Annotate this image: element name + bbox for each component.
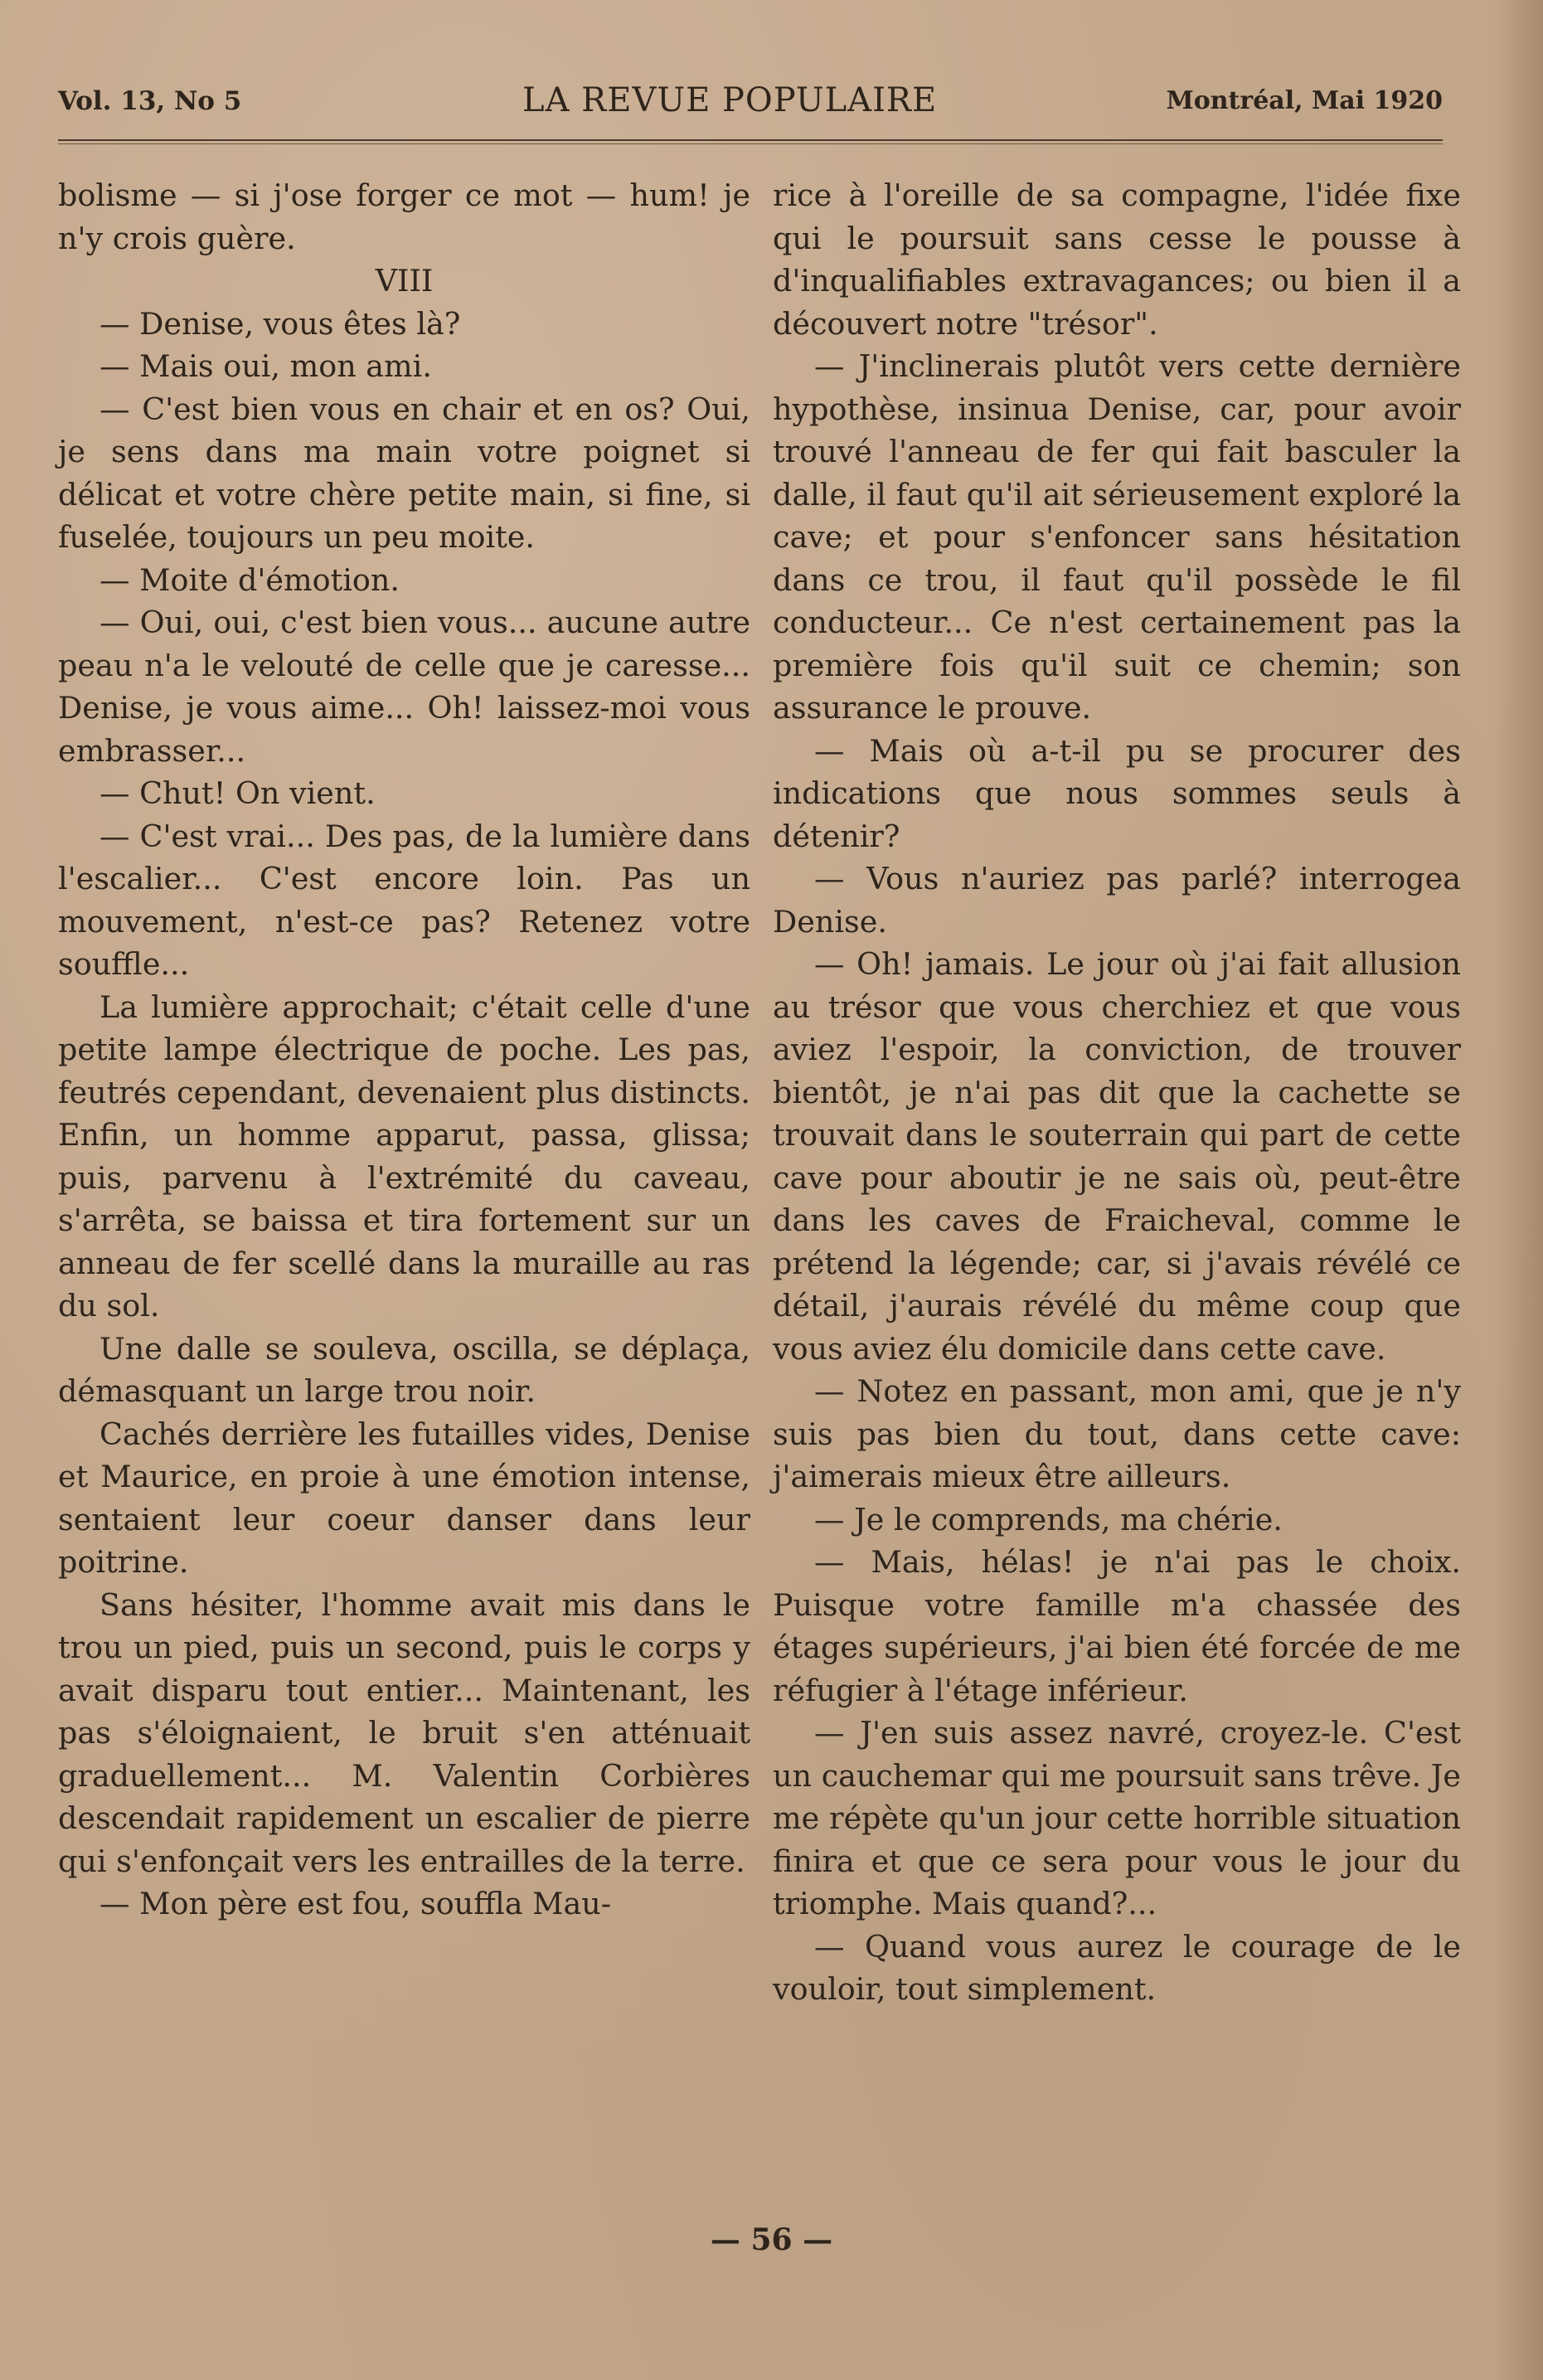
page-header (58, 81, 1443, 131)
paragraph: Sans hésiter, l'homme avait mis dans le trou un pied, puis un second, puis le corps y avait disparu tout entier... Maintenant, les pas s'éloignaient, le bruit s'en atténuait graduellement... M. Valentin Corbières descendait rapidement un escalier de pierre qui s'enfonçait vers les entrailles de la terre. (58, 1586, 750, 1879)
paragraph: bolisme — si j'ose forger ce mot — hum! je n'y crois guère. (58, 177, 750, 256)
paragraph: — Quand vous aurez le courage de le vouloir, tout simplement. (773, 1928, 1461, 2007)
paragraph: — J'en suis assez navré, croyez-le. C'est un cauchemar qui me poursuit sans trêve. Je me répète qu'un jour cette horrible situation finira et que ce sera pour vous le jour du triomphe. Mais quand?... (773, 1715, 1461, 1921)
paragraph: — Mais oui, mon ami. (99, 348, 432, 384)
paragraph: — Oh! jamais. Le jour où j'ai fait allusion au trésor que vous cherchiez et que vous aviez l'espoir, la conviction, de trouver bientôt, je n'ai pas dit que la cachette se trouvait dans le souterrain qui part de cette cave pour aboutir je ne sais où, peut-être dans les caves de Fraicheval, comme le prétend la légende; car, si j'avais révélé ce détail, j'aurais révélé du même coup que vous aviez élu domicile dans cette cave. (773, 946, 1461, 1367)
issue-date: Montréal, Mai 1920 (1166, 86, 1443, 115)
paragraph: La lumière approchait; c'était celle d'une petite lampe électrique de poche. Les pas, feutrés cependant, devenaient plus distincts. Enfin, un homme apparut, passa, glissa; puis, parvenu à l'extrémité du caveau, s'arrêta, se baissa et tira fortement sur un anneau de fer scellé dans la muraille au ras du sol. (58, 988, 750, 1324)
paragraph: — Notez en passant, mon ami, que je n'y suis pas bien du tout, dans cette cave: j'aimerais mieux être ailleurs. (773, 1373, 1461, 1494)
page-edge-shadow (1493, 0, 1543, 2380)
paragraph: — J'inclinerais plutôt vers cette dernière hypothèse, insinua Denise, car, pour avoir trouvé l'anneau de fer qui fait basculer la dalle, il faut qu'il ait sérieusement exploré la cave; et pour s'enfoncer sans hésitation dans ce trou, il faut qu'il possède le fil conducteur... Ce n'est certainement pas la première fois qu'il suit ce chemin; son assurance le prouve. (773, 348, 1461, 726)
paragraph: — Mais, hélas! je n'ai pas le choix. Puisque votre famille m'a chassée des étages supérieurs, j'ai bien été forcée de me réfugier à l'étage inférieur. (773, 1544, 1461, 1708)
header-rule (58, 139, 1443, 141)
paragraph: — Vous n'auriez pas parlé? interrogea Denise. (773, 861, 1461, 940)
left-column (58, 174, 750, 1926)
paragraph: — Chut! On vient. (99, 775, 376, 811)
paragraph: — Oui, oui, c'est bien vous... aucune autre peau n'a le velouté de celle que je caresse... Denise, je vous aime... Oh! laissez-moi vous embrasser... (58, 605, 750, 769)
right-column (773, 174, 1461, 2011)
paragraph: — Denise, vous êtes là? (99, 305, 461, 342)
paragraph: — Mais où a-t-il pu se procurer des indications que nous sommes seuls à détenir? (773, 732, 1461, 854)
paragraph: — Je le comprends, ma chérie. (814, 1501, 1283, 1537)
paragraph: — Mon père est fou, souffla Mau- (99, 1886, 612, 1921)
magazine-title: LA REVUE POPULAIRE (522, 81, 938, 119)
paragraph: — Moite d'émotion. (99, 561, 400, 598)
paragraph: — C'est bien vous en chair et en os? Oui, je sens dans ma main votre poignet si délicat et votre chère petite main, si fine, si fuselée, toujours un peu moite. (58, 391, 750, 555)
paragraph: Cachés derrière les futailles vides, Denise et Maurice, en proie à une émotion intense, sentaient leur coeur danser dans leur poitrine. (58, 1416, 750, 1580)
page-number: — 56 — (710, 2222, 833, 2257)
paragraph: rice à l'oreille de sa compagne, l'idée fixe qui le poursuit sans cesse le pousse à d'inqualifiables extravagances; ou bien il a découvert notre "trésor". (773, 177, 1461, 342)
paragraph: Une dalle se souleva, oscilla, se déplaça, démasquant un large trou noir. (58, 1330, 750, 1409)
chapter-heading: VIII (375, 263, 434, 299)
header-rule-thin (58, 143, 1443, 144)
volume-number: Vol. 13, No 5 (58, 86, 242, 116)
paragraph: — C'est vrai... Des pas, de la lumière dans l'escalier... C'est encore loin. Pas un mouvement, n'est-ce pas? Retenez votre souffle... (58, 818, 750, 982)
